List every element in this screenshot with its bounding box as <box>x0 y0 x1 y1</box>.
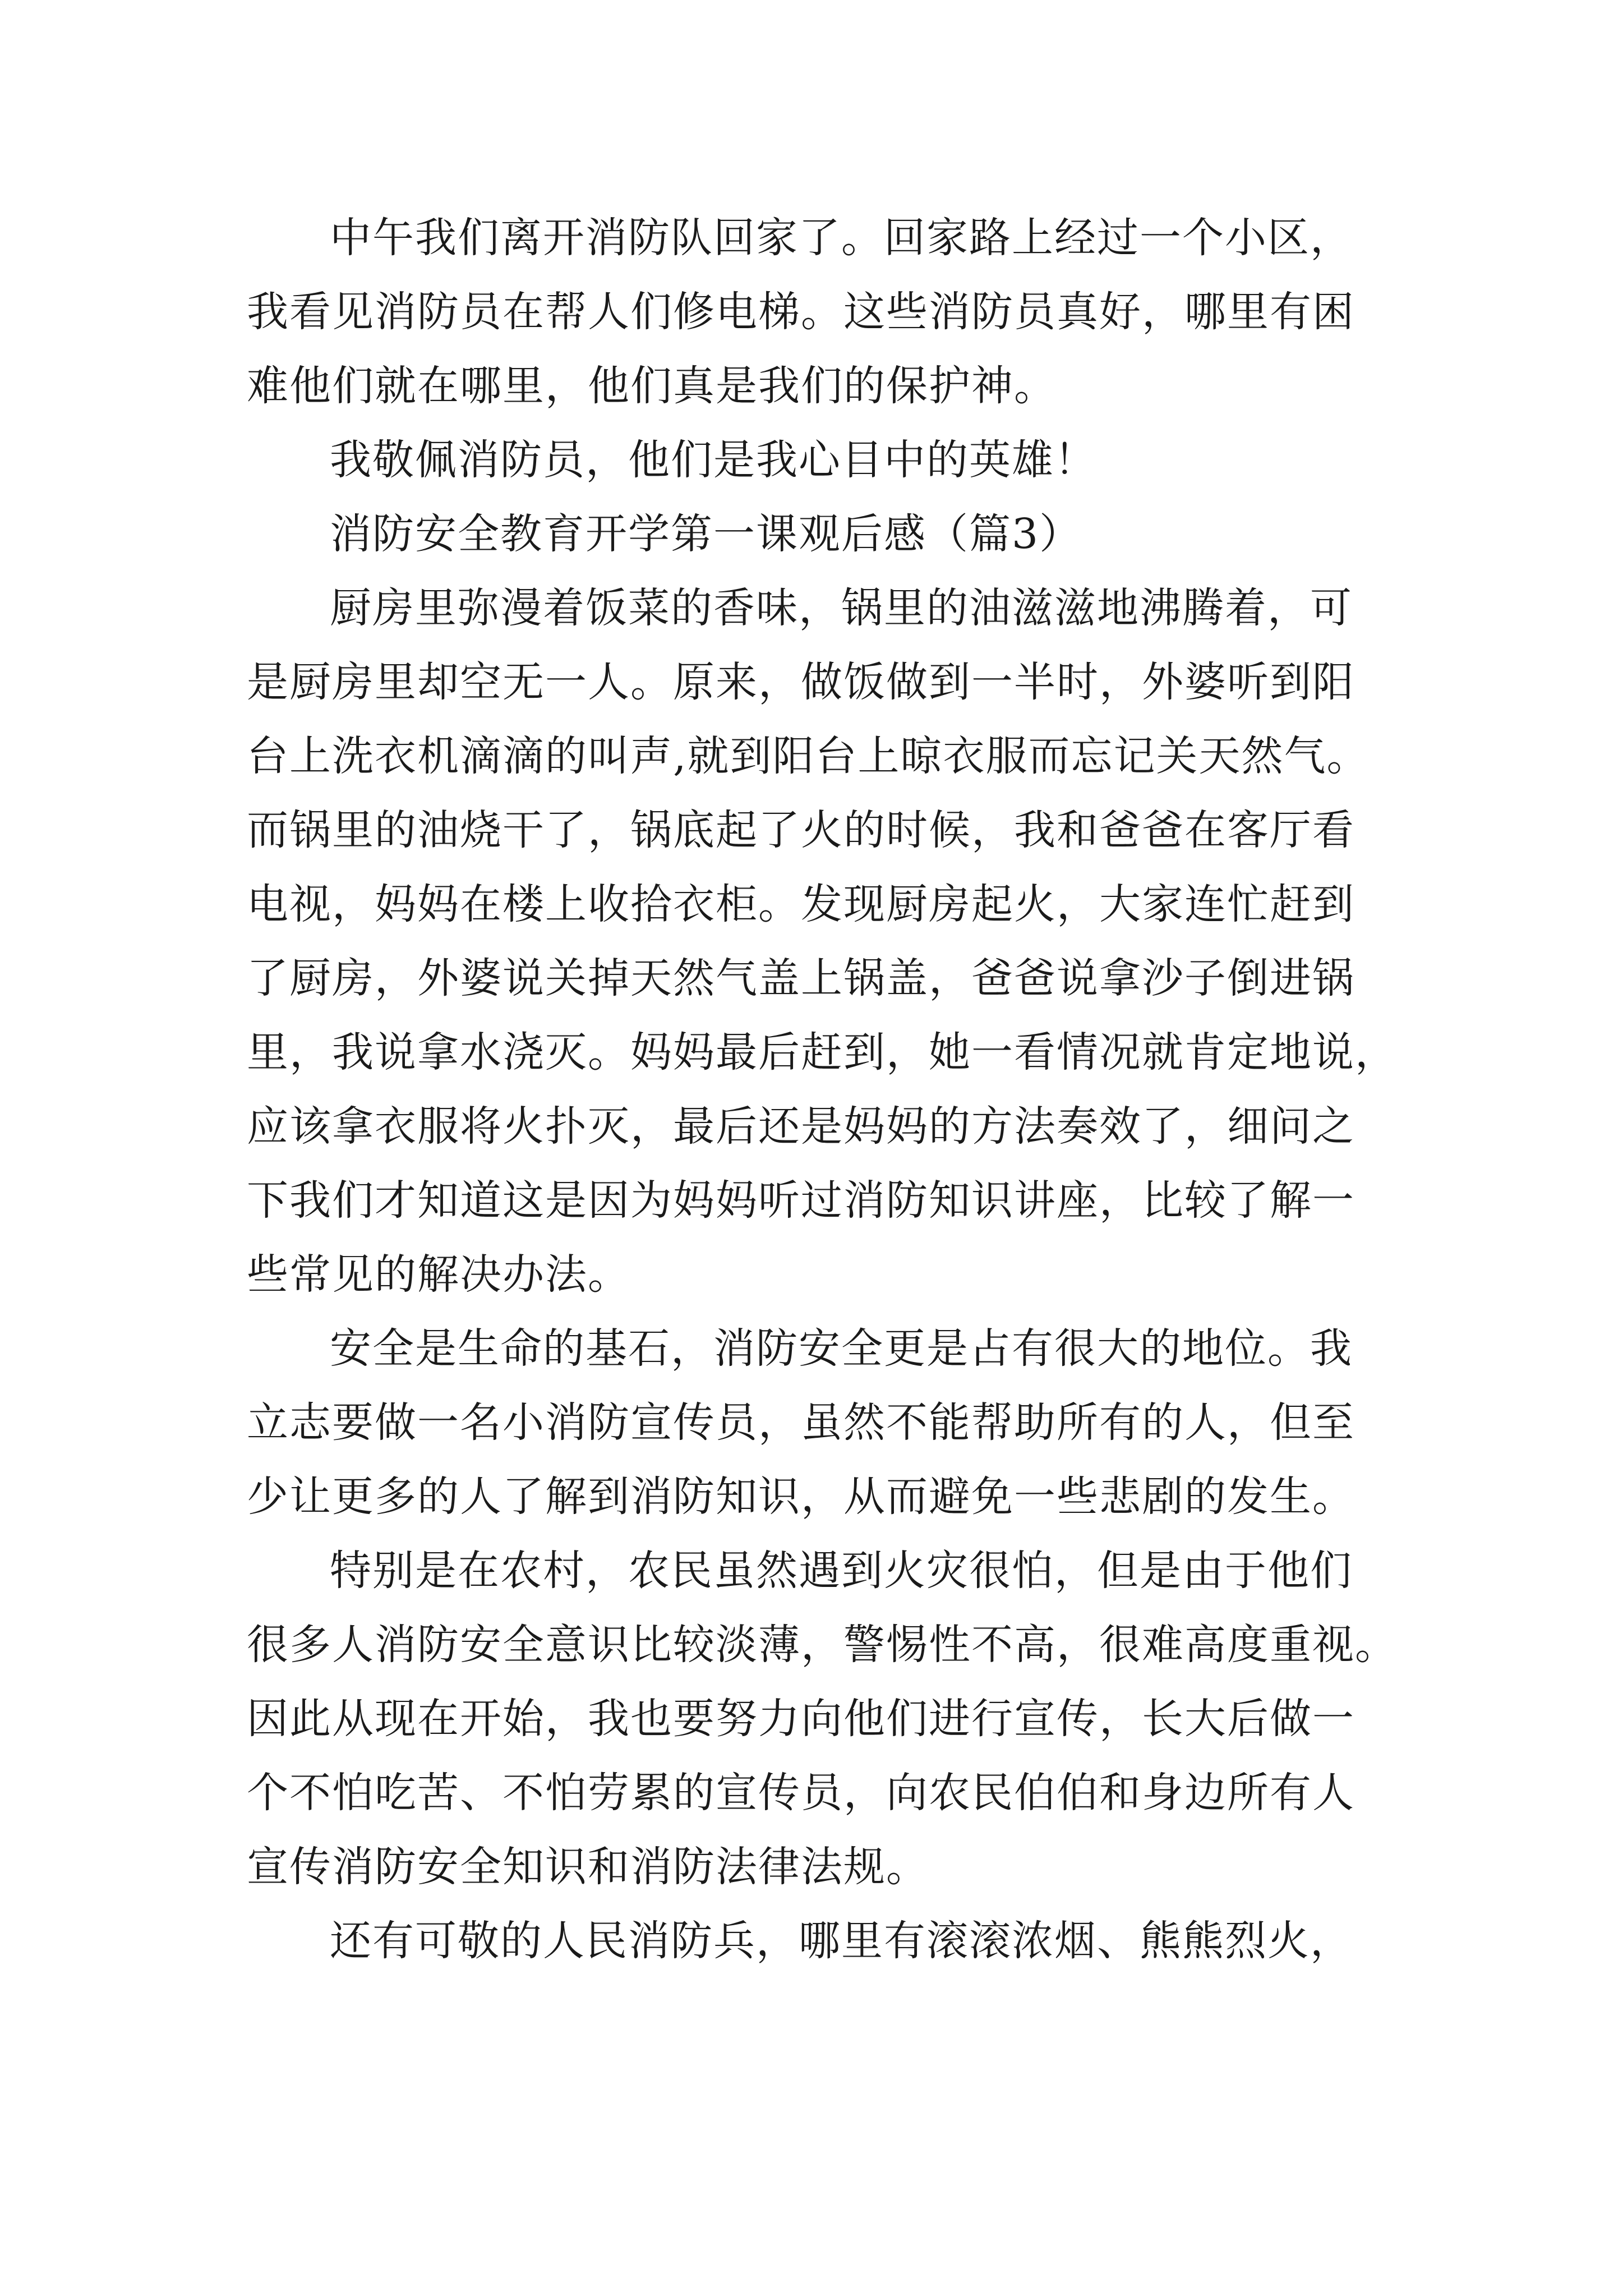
text-line: 少让更多的人了解到消防知识，从而避免一些悲剧的发生。 <box>247 1473 1355 1521</box>
text-line: 是厨房里却空无一人。原来，做饭做到一半时，外婆听到阳 <box>247 658 1355 706</box>
text-line: 我敬佩消防员，他们是我心目中的英雄！ <box>330 436 1097 484</box>
text-line: 厨房里弥漫着饭菜的香味，锅里的油滋滋地沸腾着，可 <box>330 584 1353 632</box>
text-line: 因此从现在开始，我也要努力向他们进行宣传，长大后做一 <box>247 1695 1355 1743</box>
text-line: 了厨房，外婆说关掉天然气盖上锅盖，爸爸说拿沙子倒进锅 <box>247 954 1355 1002</box>
document-body <box>247 201 1402 1978</box>
text-line: 个不怕吃苦、不怕劳累的宣传员，向农民伯伯和身边所有人 <box>247 1769 1355 1817</box>
section-heading: 消防安全教育开学第一课观后感（篇3） <box>330 510 1082 558</box>
text-line: 难他们就在哪里，他们真是我们的保护神。 <box>247 362 1057 410</box>
text-line: 宣传消防安全知识和消防法律法规。 <box>247 1843 929 1891</box>
text-line: 而锅里的油烧干了，锅底起了火的时候，我和爸爸在客厅看 <box>247 806 1355 854</box>
text-line: 立志要做一名小消防宣传员，虽然不能帮助所有的人，但至 <box>247 1398 1355 1447</box>
text-line: 台上洗衣机滴滴的叫声,就到阳台上晾衣服而忘记关天然气。 <box>247 732 1370 780</box>
text-line: 些常见的解决办法。 <box>247 1250 630 1299</box>
text-line: 电视，妈妈在楼上收拾衣柜。发现厨房起火，大家连忙赶到 <box>247 880 1355 928</box>
text-line: 里，我说拿水浇灭。妈妈最后赶到，她一看情况就肯定地说， <box>247 1028 1398 1076</box>
text-line: 安全是生命的基石，消防安全更是占有很大的地位。我 <box>330 1324 1353 1373</box>
text-line: 下我们才知道这是因为妈妈听过消防知识讲座，比较了解一 <box>247 1176 1355 1225</box>
text-line: 我看见消防员在帮人们修电梯。这些消防员真好，哪里有困 <box>247 288 1355 336</box>
text-line: 很多人消防安全意识比较淡薄，警惕性不高，很难高度重视。 <box>247 1621 1398 1669</box>
text-line: 中午我们离开消防队回家了。回家路上经过一个小区， <box>330 214 1353 262</box>
text-line: 应该拿衣服将火扑灭，最后还是妈妈的方法奏效了，细问之 <box>247 1102 1355 1151</box>
text-line: 特别是在农村，农民虽然遇到火灾很怕，但是由于他们 <box>330 1547 1353 1595</box>
text-line: 还有可敬的人民消防兵，哪里有滚滚浓烟、熊熊烈火， <box>330 1917 1353 1965</box>
